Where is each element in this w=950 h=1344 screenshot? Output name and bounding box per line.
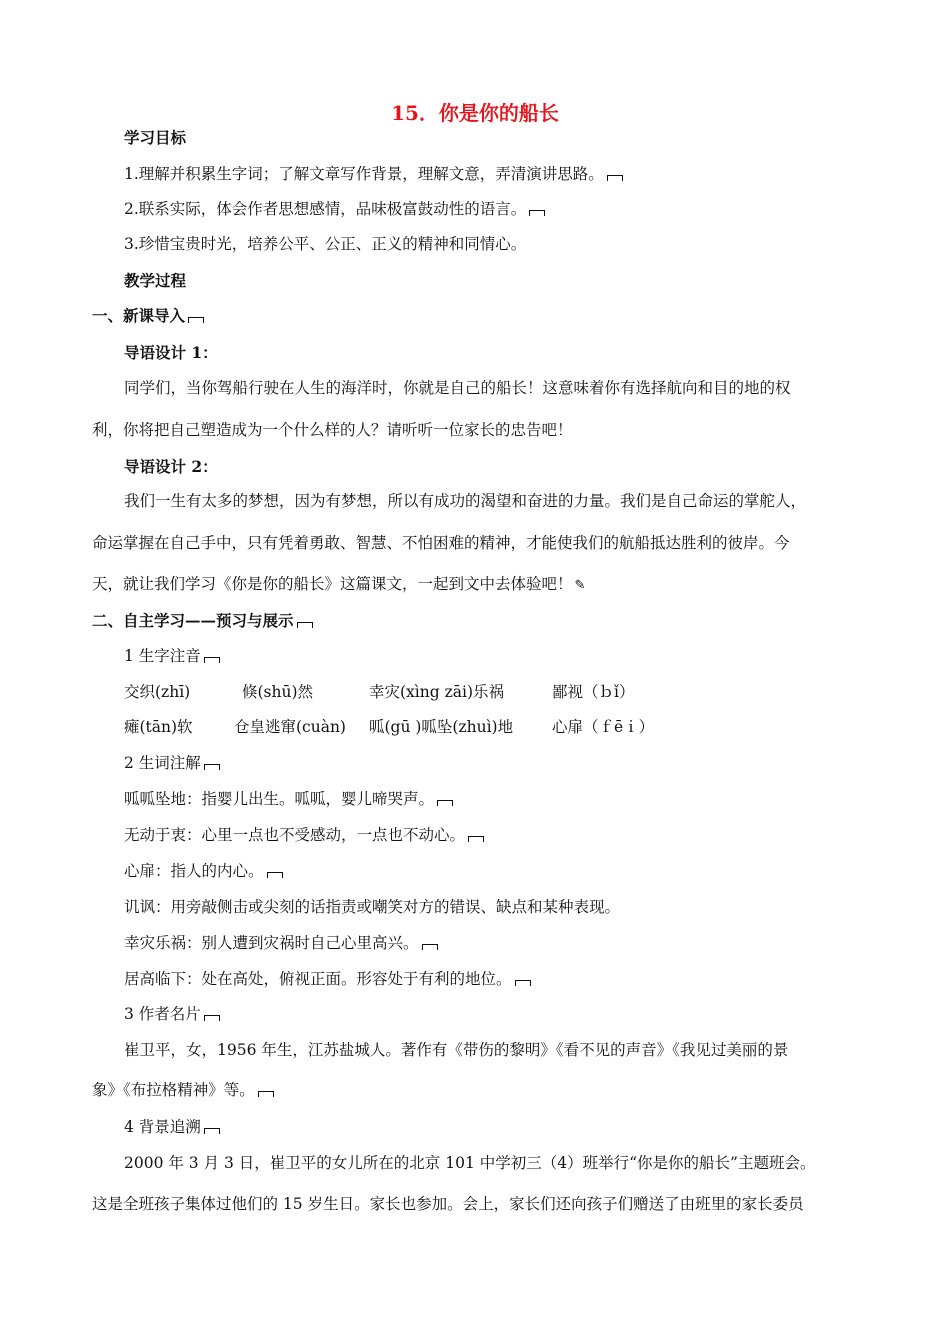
pinyin-cell: 瘫(tān)软 [124, 718, 193, 736]
edit-mark-icon [437, 800, 453, 806]
lead-design-2-heading: 导语设计 2： [124, 457, 218, 476]
vocab-heading: 2 生词注解 [124, 753, 220, 773]
vocab-item: 无动于衷：心里一点也不受感动，一点也不动心。 [124, 825, 484, 845]
edit-mark-icon [204, 1015, 220, 1021]
document-title: 15．你是你的船长 [391, 101, 559, 125]
pinyin-cell: 鄙视（ｂǐ） [552, 683, 635, 701]
goals-heading: 学习目标 [124, 128, 187, 147]
author-line-1: 崔卫平，女，1956 年生，江苏盐城人。著作有《带伤的黎明》《看不见的声音》《我见过美丽的景 [124, 1041, 789, 1059]
lead-design-2-line-3: 天，就让我们学习《你是你的船长》这篇课文，一起到文中去体验吧！ ✎ [92, 574, 585, 596]
pinyin-cell: 交织(zhī) [124, 683, 191, 701]
vocab-item: 讥讽：用旁敲侧击或尖刻的话指责或嘲笑对方的错误、缺点和某种表现。 [124, 898, 621, 916]
edit-mark-icon [607, 175, 623, 181]
background-heading: 4 背景追溯 [124, 1117, 220, 1137]
goal-item-2: 2.联系实际，体会作者思想感情，品味极富鼓动性的语言。 [124, 199, 545, 219]
author-line-2: 象》《布拉格精神》等。 [92, 1080, 274, 1100]
pinyin-cell: 呱(gū )呱坠(zhuì)地 [369, 718, 514, 736]
lead-design-1-line-2: 利，你将把自己塑造成为一个什么样的人？请听听一位家长的忠告吧！ [92, 421, 573, 439]
edit-mark-icon [468, 836, 484, 842]
pinyin-cell: 倏(shū)然 [242, 683, 314, 701]
edit-mark-icon [204, 1128, 220, 1134]
edit-mark-icon [204, 657, 220, 663]
scribble-mark-icon: ✎ [574, 578, 586, 593]
author-heading: 3 作者名片 [124, 1004, 220, 1024]
section1-heading: 一、新课导入 [92, 306, 204, 326]
pinyin-cell: 心扉（ｆēｉ） [552, 718, 655, 736]
edit-mark-icon [529, 210, 545, 216]
vocab-item: 幸灾乐祸：别人遭到灾祸时自己心里高兴。 [124, 933, 438, 953]
background-line-2: 这是全班孩子集体过他们的 15 岁生日。家长也参加。会上，家长们还向孩子们赠送了由班里的家长委员 [92, 1195, 804, 1213]
section2-heading: 二、自主学习——预习与展示 [92, 611, 313, 631]
edit-mark-icon [258, 1091, 274, 1097]
lead-design-1-line-1: 同学们，当你驾船行驶在人生的海洋时，你就是自己的船长！这意味着你有选择航向和目的地的权 [124, 379, 791, 397]
edit-mark-icon [267, 872, 283, 878]
pinyin-heading: 1 生字注音 [124, 646, 220, 666]
goal-item-1: 1.理解并积累生字词；了解文章写作背景，理解文意，弄清演讲思路。 [124, 164, 623, 184]
edit-mark-icon [204, 764, 220, 770]
edit-mark-icon [515, 980, 531, 986]
lead-design-2-line-2: 命运掌握在自己手中，只有凭着勇敢、智慧、不怕困难的精神，才能使我们的航船抵达胜利的彼岸。今 [92, 534, 790, 552]
vocab-item: 心扉：指人的内心。 [124, 861, 283, 881]
goal-item-3: 3.珍惜宝贵时光，培养公平、公正、正义的精神和同情心。 [124, 235, 527, 253]
pinyin-cell: 仓皇逃窜(cuàn) [234, 718, 346, 736]
lead-design-1-heading: 导语设计 1： [124, 343, 218, 362]
background-line-1: 2000 年 3 月 3 日，崔卫平的女儿所在的北京 101 中学初三（4）班举行“你是你的船长”主题班会。 [124, 1154, 816, 1172]
vocab-item: 居高临下：处在高处，俯视正面。形容处于有利的地位。 [124, 969, 531, 989]
process-heading: 教学过程 [124, 271, 187, 290]
vocab-item: 呱呱坠地：指婴儿出生。呱呱，婴儿啼哭声。 [124, 789, 453, 809]
edit-mark-icon [188, 317, 204, 323]
edit-mark-icon [422, 944, 438, 950]
lead-design-2-line-1: 我们一生有太多的梦想，因为有梦想，所以有成功的渴望和奋进的力量。我们是自己命运的掌舵人， [124, 492, 807, 510]
pinyin-cell: 幸灾(xìng zāi)乐祸 [369, 683, 504, 701]
edit-mark-icon [297, 622, 313, 628]
